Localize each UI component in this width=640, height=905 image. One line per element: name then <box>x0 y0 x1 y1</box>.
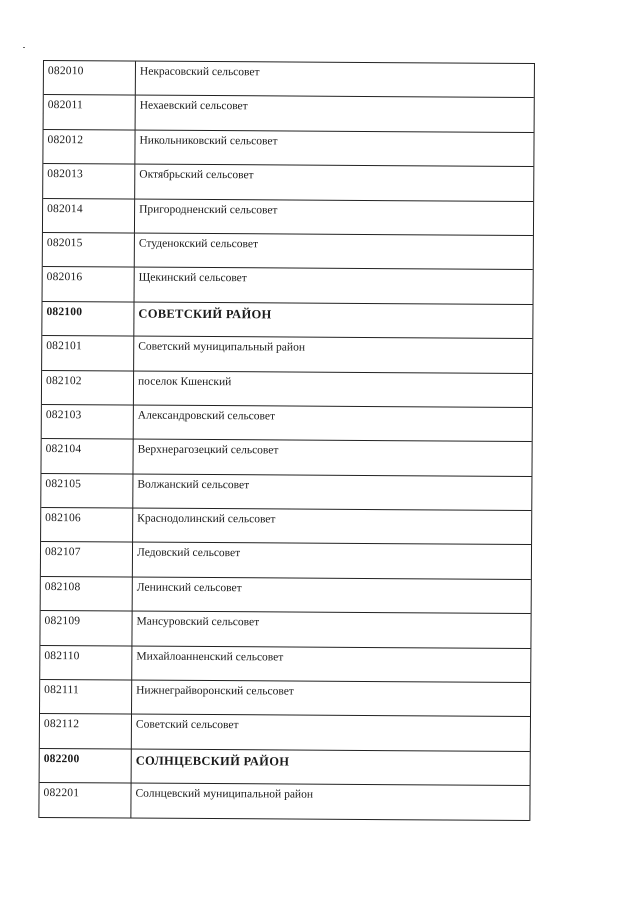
name-cell: Октябрьский сельсовет <box>139 168 254 182</box>
table-row <box>43 130 533 167</box>
table-row <box>41 577 531 614</box>
name-cell: Некрасовский сельсовет <box>139 65 260 79</box>
table-row <box>43 267 533 304</box>
name-cell: Ленинский сельсовет <box>136 581 242 595</box>
name-cell: Пригородненский сельсовет <box>139 203 278 216</box>
code-cell: 082104 <box>41 439 133 473</box>
code-cell: 082013 <box>43 164 135 198</box>
code-cell: 082109 <box>40 611 132 645</box>
name-cell: Верхнерагозецкий сельсовет <box>137 443 279 457</box>
name-cell: СОВЕТСКИЙ РАЙОН <box>138 306 272 322</box>
code-cell: 082015 <box>43 233 135 267</box>
table-row <box>42 405 532 442</box>
code-cell: 082103 <box>42 405 134 439</box>
name-cell: Ледовский сельсовет <box>136 547 241 560</box>
code-cell: 082201 <box>39 783 131 817</box>
code-cell: 082100 <box>42 302 134 336</box>
table-row <box>41 542 531 579</box>
name-cell: Никольниковский сельсовет <box>139 134 278 148</box>
code-cell: 082010 <box>44 61 136 95</box>
table-row <box>42 336 532 373</box>
code-cell: 082011 <box>44 95 136 129</box>
code-cell: 082106 <box>41 508 133 542</box>
name-cell: поселок Кшенский <box>138 375 232 388</box>
name-cell: Александровский сельсовет <box>137 409 276 423</box>
table-row <box>41 474 531 511</box>
table-row <box>42 371 532 408</box>
table-row <box>40 646 530 683</box>
code-cell: 082012 <box>43 130 135 164</box>
code-cell: 082101 <box>42 336 134 370</box>
name-cell: СОЛНЦЕВСКИЙ РАЙОН <box>135 753 290 769</box>
name-cell: Советский муниципальный район <box>138 340 306 354</box>
code-cell: 082108 <box>41 577 133 611</box>
name-cell: Волжанский сельсовет <box>137 478 250 491</box>
table-row <box>41 439 531 476</box>
name-cell: Советский сельсовет <box>135 719 239 732</box>
name-cell: Краснодолинский сельсовет <box>137 512 276 526</box>
name-cell: Нижнеграйворонский сельсовет <box>136 684 294 698</box>
table-row <box>44 61 534 98</box>
code-cell: 082014 <box>43 199 135 233</box>
table-row <box>40 680 530 717</box>
table-row <box>43 199 533 236</box>
code-cell: 082111 <box>40 680 132 714</box>
name-cell: Нехаевский сельсовет <box>139 99 248 113</box>
name-cell: Михайлоанненский сельсовет <box>136 650 284 664</box>
table-row-district-heading <box>40 749 530 786</box>
table-row <box>40 611 530 648</box>
code-cell: 082016 <box>43 267 135 301</box>
table-row <box>43 164 533 201</box>
code-cell: 082200 <box>40 749 132 783</box>
name-cell: Солнцевский муниципальной район <box>135 787 314 801</box>
code-cell: 082105 <box>41 474 133 508</box>
table-row <box>43 233 533 270</box>
table-row <box>41 508 531 545</box>
code-cell: 082112 <box>40 714 132 748</box>
name-cell: Мансуровский сельсовет <box>136 615 260 629</box>
territory-code-table <box>38 60 535 821</box>
table-row <box>40 714 530 751</box>
name-cell: Студенокский сельсовет <box>138 237 259 251</box>
table-row <box>39 783 529 820</box>
table-row <box>44 95 534 132</box>
scan-speck <box>23 47 25 48</box>
table-row-district-heading <box>42 302 532 339</box>
name-cell: Щекинский сельсовет <box>138 271 247 285</box>
code-cell: 082102 <box>42 371 134 405</box>
code-cell: 082107 <box>41 542 133 576</box>
code-cell: 082110 <box>40 646 132 680</box>
